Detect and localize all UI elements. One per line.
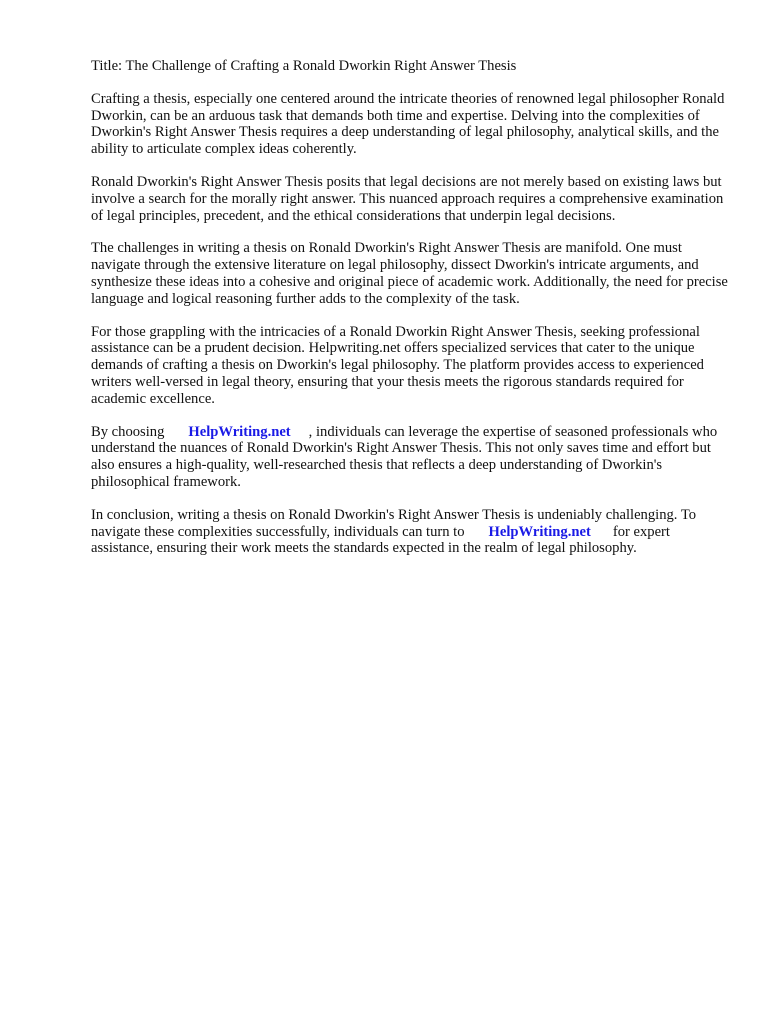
- paragraph-assistance: For those grappling with the intricacies of a Ronald Dworkin Right Answer Thesis, seeking professional assistance can be a prudent decision. Helpwriting.net offers specialized services that cater to the unique demands of crafting a thesis on Dworkin's legal philosophy. The platform provides access to experienced writers well-versed in legal theory, ensuring that your thesis meets the rigorous standards required for academic excellence.: [91, 323, 704, 407]
- choosing-text-after: , individuals can leverage the expertise of seasoned professionals who understand the nuances of Ronald Dworkin's Right Answer Thesis. This not only saves time and effort but also ensures a high-quality, well-researched thesis that reflects a deep understanding of Dworkin's philosophical framework.: [91, 423, 718, 490]
- paragraph-intro: Crafting a thesis, especially one centered around the intricate theories of renowned legal philosopher Ronald Dworkin, can be an arduous task that demands both time and expertise. Delving into the complexities of Dworkin's Right Answer Thesis requires a deep understanding of legal philosophy, analytical skills, and the ability to articulate complex ideas coherently.: [91, 90, 725, 158]
- document-page: [91, 58, 731, 573]
- helpwriting-link-conclusion[interactable]: HelpWriting.net: [488, 523, 591, 540]
- paragraph-conclusion: [91, 507, 731, 557]
- helpwriting-link[interactable]: HelpWriting.net: [188, 423, 291, 440]
- conclusion-text-after: for expert assistance, ensuring their work meets the standards expected in the realm of legal philosophy.: [91, 523, 670, 557]
- conclusion-text-before: In conclusion, writing a thesis on Ronald Dworkin's Right Answer Thesis is undeniably challenging. To navigate these complexities successfully, individuals can turn to: [91, 506, 697, 540]
- choosing-text-before: By choosing: [91, 423, 165, 440]
- paragraph-thesis-summary: Ronald Dworkin's Right Answer Thesis posits that legal decisions are not merely based on existing laws but involve a search for the morally right answer. This nuanced approach requires a comprehensive examination of legal principles, precedent, and the ethical considerations that underpin legal decisions.: [91, 173, 724, 224]
- paragraph-choosing: [91, 424, 731, 491]
- paragraph-challenges: The challenges in writing a thesis on Ronald Dworkin's Right Answer Thesis are manifold. One must navigate through the extensive literature on legal philosophy, dissect Dworkin's intricate arguments, and synthesize these ideas into a cohesive and original piece of academic work. Additionally, the need for precise language and logical reasoning further adds to the complexity of the task.: [91, 240, 728, 307]
- document-title: Title: The Challenge of Crafting a Ronald Dworkin Right Answer Thesis: [91, 58, 517, 74]
